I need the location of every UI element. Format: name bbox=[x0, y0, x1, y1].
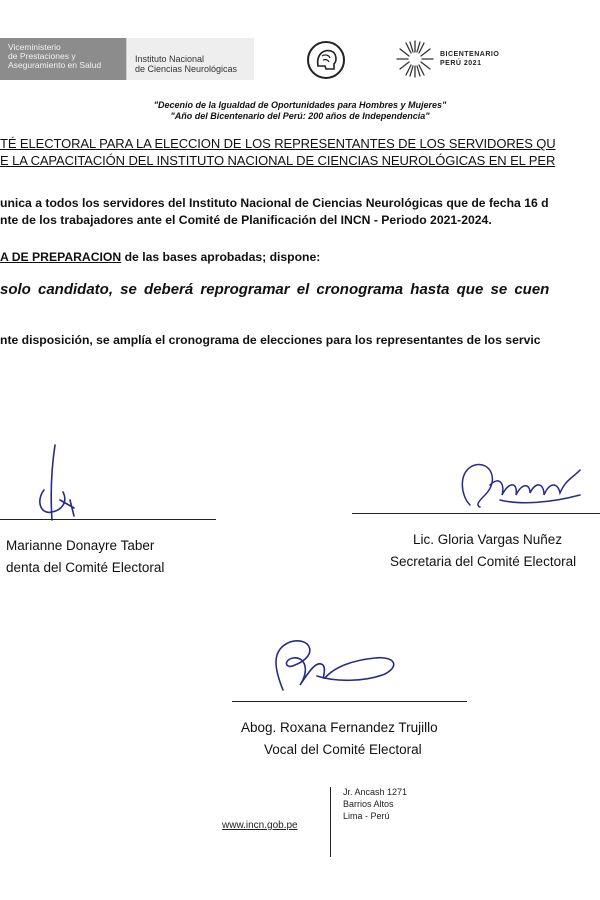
institute-line-1: Instituto Nacional bbox=[135, 54, 205, 64]
ministry-line-1: Viceministerio bbox=[8, 42, 61, 52]
signature-3-line bbox=[232, 701, 467, 702]
ministry-banner bbox=[0, 38, 126, 80]
ministry-line-2: de Prestaciones y bbox=[8, 51, 76, 61]
body-paragraph-4: nte disposición, se amplía el cronograma de elecciones para los representantes de los servic bbox=[0, 333, 541, 347]
body-paragraph-3: solo candidato, se deberá reprogramar el cronograma hasta que se cuen bbox=[0, 281, 550, 298]
body-paragraph-1-line-2: nte de los trabajadores ante el Comité de Planificación del INCN - Periodo 2021-2024. bbox=[0, 213, 492, 227]
decree-line-1: "Decenio de la Igualdad de Oportunidades para Hombres y Mujeres" bbox=[153, 100, 447, 110]
bicentenario-text bbox=[440, 50, 499, 68]
footer-address bbox=[343, 786, 407, 822]
institute-banner bbox=[126, 38, 254, 80]
footer-divider bbox=[330, 787, 331, 857]
body-paragraph-2 bbox=[0, 250, 320, 264]
institute-line-2: de Ciencias Neurológicas bbox=[135, 64, 238, 74]
signature-2-icon bbox=[440, 455, 590, 515]
document-title-line-1: TÉ ELECTORAL PARA LA ELECCION DE LOS REPRESENTANTES DE LOS SERVIDORES QU bbox=[0, 136, 556, 151]
bicentenario-line-1: BICENTENARIO bbox=[440, 51, 500, 58]
ministry-line-3: Aseguramiento en Salud bbox=[8, 60, 102, 70]
signatory-3-role: Vocal del Comité Electoral bbox=[264, 742, 422, 757]
signature-1-icon bbox=[30, 440, 100, 525]
document-title-line-2: E LA CAPACITACIÓN DEL INSTITUTO NACIONAL DE CIENCIAS NEUROLÓGICAS EN EL PER bbox=[0, 153, 556, 168]
footer-address-line-3: Lima - Perú bbox=[343, 811, 390, 821]
body-paragraph-2-rest: de las bases aprobadas; dispone: bbox=[121, 250, 321, 264]
signatory-1-role: denta del Comité Electoral bbox=[6, 560, 165, 575]
signatory-2-role: Secretaria del Comité Electoral bbox=[390, 554, 577, 569]
signature-2-line bbox=[352, 513, 600, 514]
signatory-3-name: Abog. Roxana Fernandez Trujillo bbox=[241, 720, 438, 735]
footer-address-line-1: Jr. Ancash 1271 bbox=[343, 787, 408, 797]
signature-1-line bbox=[0, 519, 216, 520]
body-paragraph-2-underlined: A DE PREPARACION bbox=[0, 250, 122, 264]
bicentenario-line-2: PERÚ 2021 bbox=[440, 60, 482, 67]
signature-3-icon bbox=[255, 630, 405, 700]
body-paragraph-1-line-1: unica a todos los servidores del Instituto Nacional de Ciencias Neurológicas que de fecha 16 d bbox=[0, 196, 549, 210]
signatory-2-name: Lic. Gloria Vargas Nuñez bbox=[413, 532, 563, 547]
incn-head-logo-icon bbox=[306, 40, 346, 80]
decree-line-2: "Año del Bicentenario del Perú: 200 años de Independencia" bbox=[170, 111, 430, 121]
signatory-1-name: Marianne Donayre Taber bbox=[6, 538, 155, 553]
footer-address-line-2: Barrios Altos bbox=[343, 799, 394, 809]
footer-website-link[interactable]: www.incn.gob.pe bbox=[222, 820, 298, 831]
